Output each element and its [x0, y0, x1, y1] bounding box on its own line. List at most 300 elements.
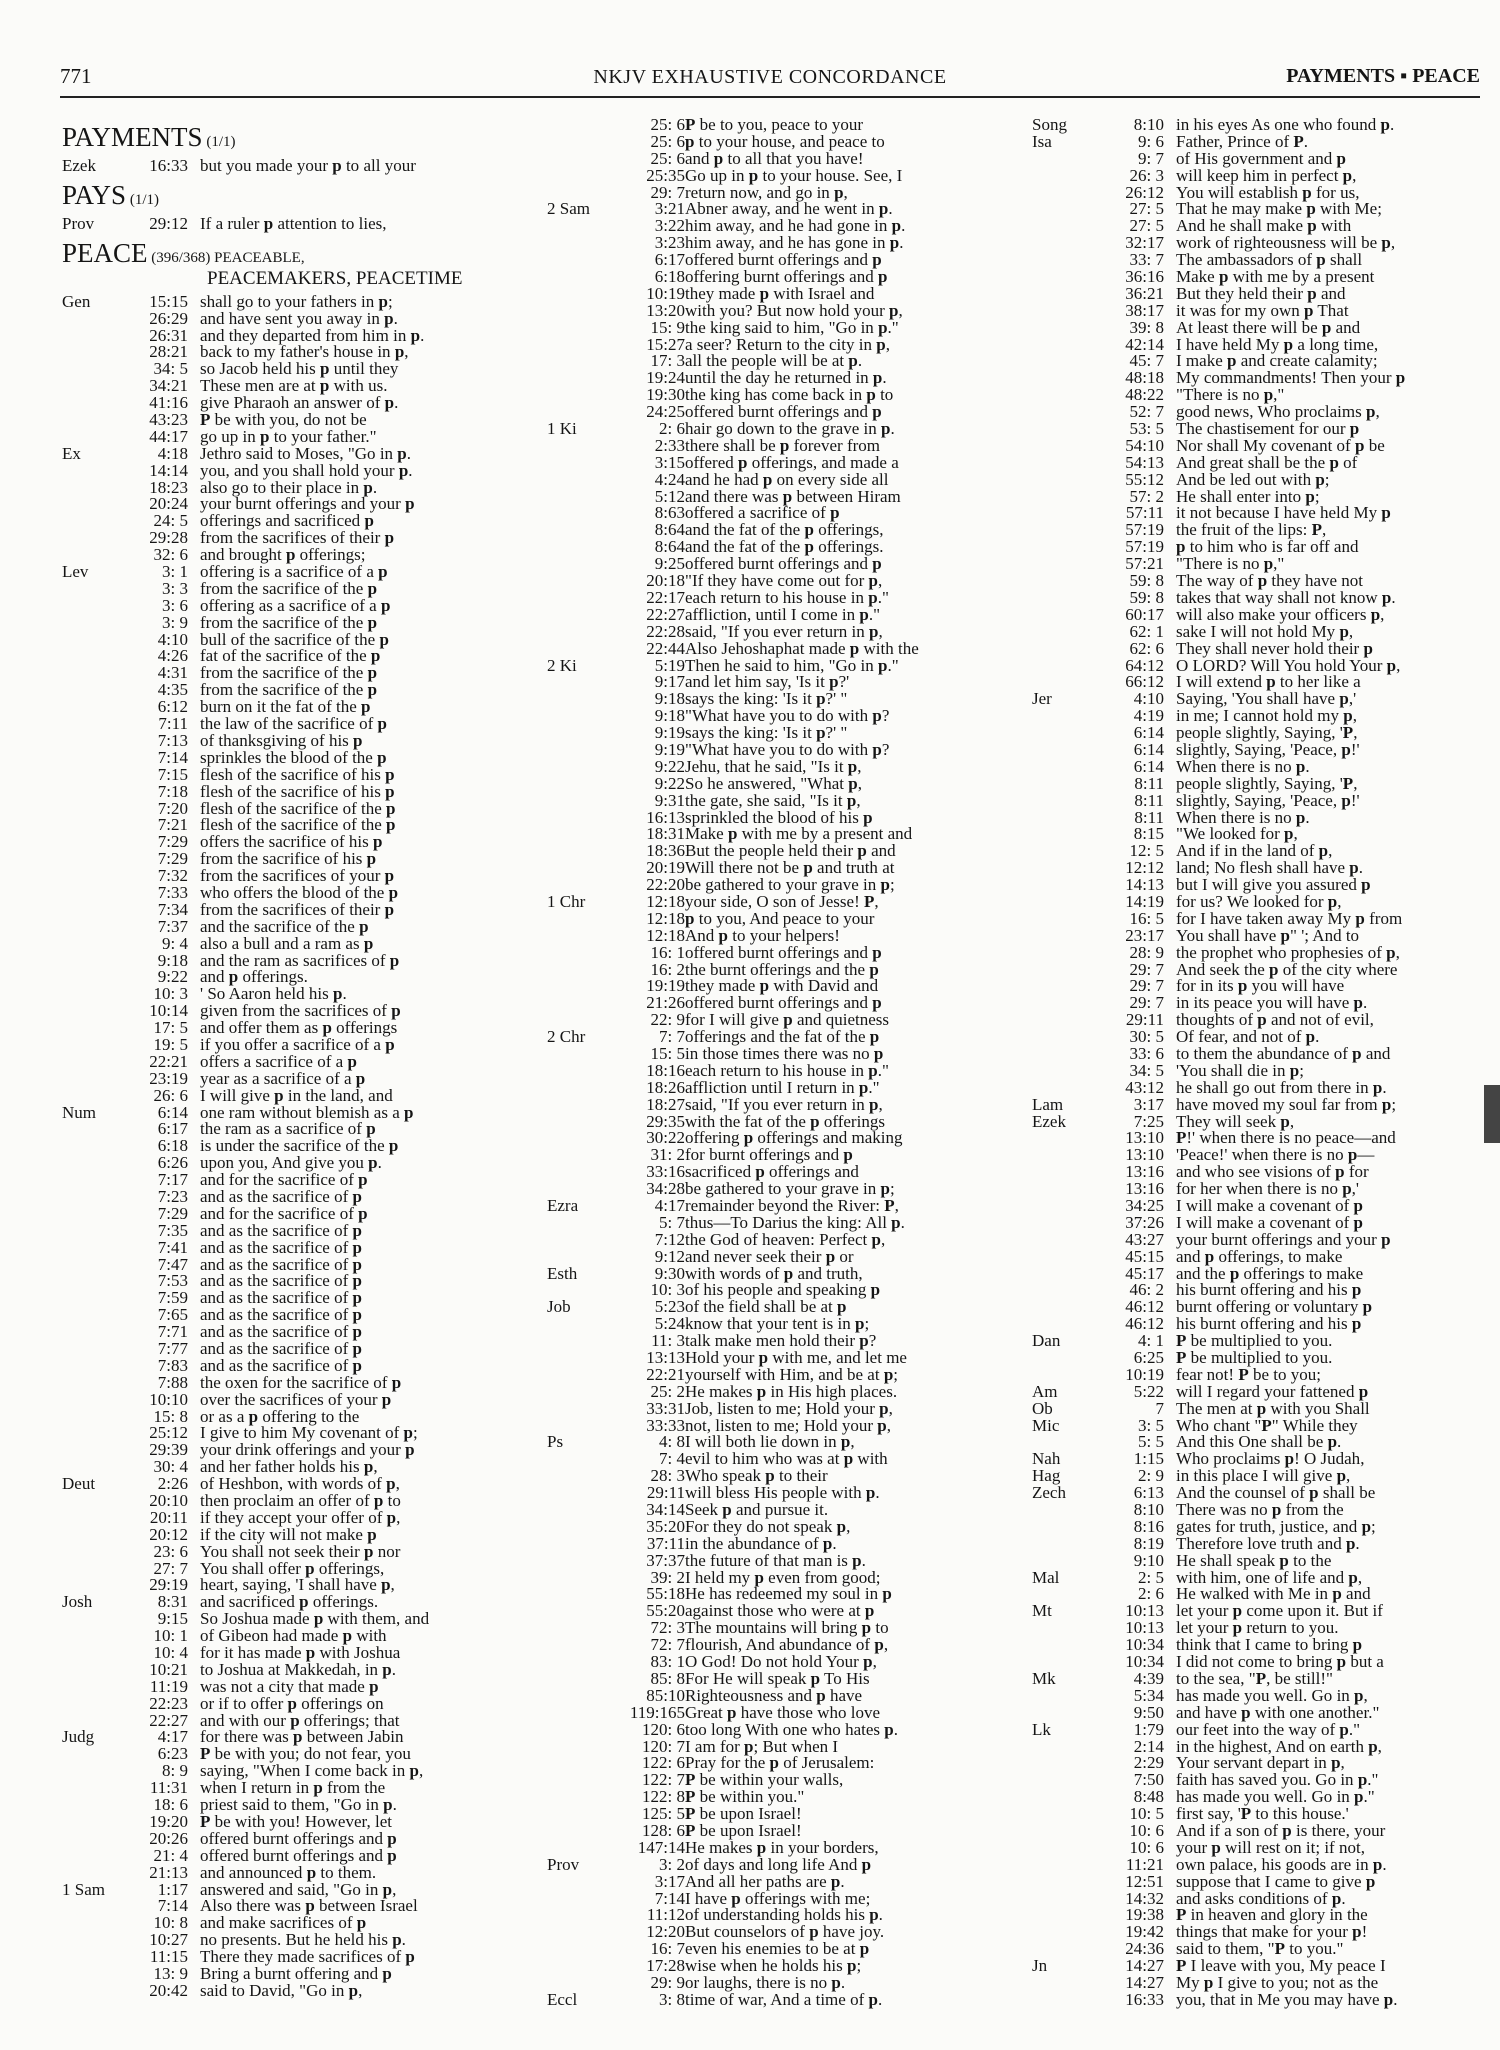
context-text: for in its p you will have [1176, 976, 1345, 996]
concordance-entry [62, 766, 512, 783]
verse-reference: 39: 2 [650, 1567, 685, 1587]
context-text: then proclaim an offer of p to [200, 1491, 401, 1511]
concordance-entry [535, 1315, 980, 1332]
verse-reference: 48:22 [1125, 385, 1164, 405]
context-text: I will make a covenant of p [1176, 1196, 1363, 1215]
verse-reference: 9:22 [654, 773, 685, 793]
concordance-entry [62, 1492, 512, 1509]
verse-reference: 10:10 [149, 1389, 188, 1409]
context-text: your burnt offerings and your p [200, 494, 415, 514]
verse-reference: 36:16 [1125, 267, 1164, 287]
verse-reference: 16: 7 [650, 1939, 685, 1959]
concordance-entry [1032, 538, 1472, 555]
verse-reference: 46: 2 [1129, 1280, 1164, 1300]
verse-reference: 3: 5 [1138, 1415, 1164, 1435]
concordance-entry [1032, 1501, 1472, 1518]
verse-reference: 22:21 [149, 1051, 188, 1071]
concordance-entry [535, 1585, 980, 1602]
verse-reference: 23:19 [149, 1068, 188, 1088]
context-text: The men at p with you Shall [1176, 1398, 1370, 1418]
context-text: "There is no p," [1176, 385, 1285, 405]
verse-reference: 18: 6 [153, 1795, 188, 1815]
concordance-entry [535, 893, 980, 910]
concordance-entry [535, 1265, 980, 1282]
context-text: Will there not be p and truth at [685, 858, 895, 878]
context-text: remainder beyond the River: P, [685, 1196, 899, 1215]
context-text: fear not! P be to you; [1176, 1364, 1321, 1384]
concordance-entry [62, 1897, 512, 1914]
verse-reference: 34: 5 [1129, 1060, 1164, 1080]
verse-reference: 14:27 [1125, 1972, 1164, 1992]
concordance-entry [62, 1374, 512, 1391]
concordance-entry [62, 546, 512, 563]
concordance-entry [535, 606, 980, 623]
verse-reference: 10:21 [149, 1659, 188, 1679]
verse-reference: 12:18 [646, 925, 685, 945]
verse-reference: 9:12 [654, 1246, 685, 1266]
verse-reference: 33: 7 [1129, 250, 1164, 270]
verse-reference: 25: 2 [650, 1381, 685, 1401]
concordance-entry [535, 319, 980, 336]
concordance-entry [62, 884, 512, 901]
verse-reference: 25:12 [149, 1423, 188, 1443]
verse-reference: 34:21 [149, 376, 188, 396]
context-text: That he may make p with Me; [1176, 199, 1382, 219]
context-text: the burnt offerings and the p [685, 959, 879, 979]
verse-reference: 14:14 [149, 460, 188, 480]
verse-reference: 7:17 [157, 1170, 188, 1190]
concordance-entry [1032, 1366, 1472, 1383]
column-1 [62, 116, 512, 1999]
context-text: Who speak p to their [685, 1466, 828, 1486]
verse-reference: 55:12 [1125, 469, 1164, 489]
verse-reference: 43:23 [149, 410, 188, 430]
context-text: Abner away, and he went in p. [685, 199, 893, 219]
concordance-entry [1032, 504, 1472, 521]
context-text: his burnt offering and his p [1176, 1280, 1362, 1300]
context-text: from the sacrifices of their p [200, 528, 395, 548]
concordance-entry [62, 1222, 512, 1239]
context-text: But counselors of p have joy. [685, 1922, 885, 1942]
concordance-entry [535, 1670, 980, 1687]
context-text: upon you, And give you p. [200, 1153, 382, 1173]
context-text: The way of p they have not [1176, 571, 1364, 591]
verse-reference: 7:14 [157, 1896, 188, 1916]
verse-reference: 3: 9 [162, 612, 188, 632]
context-text: the king has come back in p to [685, 385, 894, 405]
context-text: land; No flesh shall have p. [1176, 858, 1364, 878]
verse-reference: 4:10 [157, 629, 188, 649]
verse-reference: 33:31 [646, 1398, 685, 1418]
concordance-entry [62, 1560, 512, 1577]
verse-reference: 7:29 [157, 832, 188, 852]
verse-reference: 10:13 [1125, 1601, 1164, 1621]
context-text: offering as a sacrifice of a p [200, 595, 391, 615]
verse-reference: 8:11 [1134, 807, 1164, 827]
context-text: Bring a burnt offering and p [200, 1963, 392, 1983]
verse-reference: 6:18 [654, 267, 685, 287]
context-text: He makes p in your borders, [685, 1837, 879, 1857]
context-text: P in heaven and glory in the [1176, 1905, 1368, 1925]
book-title: NKJV EXHAUSTIVE CONCORDANCE [593, 66, 947, 88]
verse-reference: 5:34 [1133, 1685, 1164, 1705]
context-text: answered and said, "Go in p, [200, 1879, 397, 1899]
context-text: offering p offerings and making [685, 1128, 903, 1148]
context-text: back to my father's house in p, [200, 342, 409, 362]
concordance-entry [62, 1357, 512, 1374]
concordance-entry [1032, 876, 1472, 893]
verse-reference: 8:10 [1133, 115, 1164, 134]
concordance-entry [62, 1864, 512, 1881]
context-text: Nor shall My covenant of p be [1176, 435, 1385, 455]
context-text: all the people will be at p. [685, 351, 863, 371]
concordance-entry [1032, 285, 1472, 302]
concordance-entry [62, 1289, 512, 1306]
context-text: of understanding holds his p. [685, 1905, 883, 1925]
context-text: So Joshua made p with them, and [200, 1609, 430, 1629]
context-text: priest said to them, "Go in p. [200, 1795, 397, 1815]
concordance-entry [1032, 319, 1472, 336]
context-text: your side, O son of Jesse! P, [685, 891, 879, 911]
context-text: And great shall be the p of [1176, 452, 1358, 472]
verse-reference: 38:17 [1125, 300, 1164, 320]
concordance-entry [535, 116, 980, 133]
verse-reference: 18:16 [646, 1060, 685, 1080]
verse-reference: 66:12 [1125, 672, 1164, 692]
book-name: Esth [547, 1263, 578, 1283]
concordance-entry [62, 1728, 512, 1745]
verse-reference: 64:12 [1125, 655, 1164, 675]
context-text: And if a son of p is there, your [1176, 1820, 1386, 1840]
verse-reference: 27: 7 [153, 1558, 188, 1578]
context-text: offered burnt offerings and p [685, 942, 882, 962]
concordance-entry [535, 1400, 980, 1417]
concordance-entry [62, 968, 512, 985]
context-text: and for the sacrifice of p [200, 1170, 368, 1190]
concordance-entry [535, 1248, 980, 1265]
verse-reference: 42:14 [1125, 334, 1164, 354]
concordance-entry [62, 1154, 512, 1171]
concordance-entry [1032, 1045, 1472, 1062]
verse-reference: 21: 4 [153, 1845, 188, 1865]
context-text: says the king: 'Is it p?' " [685, 689, 848, 709]
context-text: the law of the sacrifice of p [200, 714, 387, 734]
verse-reference: 10:14 [149, 1001, 188, 1021]
concordance-entry [1032, 1856, 1472, 1873]
context-text: they made p with David and [685, 976, 879, 996]
concordance-entry [535, 1146, 980, 1163]
concordance-entry [1032, 1197, 1472, 1214]
concordance-entry [1032, 893, 1472, 910]
verse-reference: 22: 9 [650, 1010, 685, 1030]
concordance-entry [62, 985, 512, 1002]
concordance-entry [62, 1830, 512, 1847]
context-text: P be within your walls, [685, 1770, 844, 1790]
context-text: said to David, "Go in p, [200, 1980, 363, 2000]
context-text: You shall have p" '; And to [1176, 925, 1360, 945]
column-3 [1032, 116, 1472, 2008]
context-text: in its peace you will have p. [1176, 993, 1368, 1013]
verse-reference: 11:21 [1125, 1854, 1164, 1874]
context-text: bull of the sacrifice of the p [200, 629, 389, 649]
concordance-entry [535, 1923, 980, 1940]
context-text: evil to him who was at p with [685, 1449, 888, 1469]
verse-reference: 2:29 [1133, 1753, 1164, 1773]
verse-reference: 5:12 [654, 486, 685, 506]
concordance-entry [1032, 200, 1472, 217]
verse-reference: 28:21 [149, 342, 188, 362]
verse-reference: 29: 7 [1129, 959, 1164, 979]
verse-reference: 59: 8 [1129, 571, 1164, 591]
verse-reference: 43:12 [1125, 1077, 1164, 1097]
verse-reference: 28: 9 [1129, 942, 1164, 962]
concordance-entry [535, 1873, 980, 1890]
verse-reference: 7: 4 [659, 1449, 685, 1469]
concordance-entry [1032, 1281, 1472, 1298]
context-text: and the ram as sacrifices of p [200, 950, 400, 970]
verse-reference: 10: 3 [650, 1280, 685, 1300]
context-text: not, listen to me; Hold your p, [685, 1415, 891, 1435]
context-text: and p offerings, to make [1176, 1246, 1343, 1266]
concordance-entry [535, 1788, 980, 1805]
verse-reference: 39: 8 [1129, 317, 1164, 337]
concordance-entry [1032, 1754, 1472, 1771]
concordance-entry [1032, 403, 1472, 420]
book-name: Ezra [547, 1196, 579, 1215]
concordance-entry [1032, 657, 1472, 674]
concordance-entry [62, 1847, 512, 1864]
verse-reference: 125: 5 [642, 1804, 685, 1824]
verse-reference: 7:77 [157, 1339, 188, 1358]
verse-reference: 19:30 [646, 385, 685, 405]
concordance-entry [1032, 302, 1472, 319]
concordance-entry [62, 1087, 512, 1104]
concordance-entry [535, 1366, 980, 1383]
concordance-entry [1032, 1450, 1472, 1467]
context-text: and with our p offerings; that [200, 1710, 400, 1730]
context-text: suppose that I came to give p [1176, 1871, 1376, 1891]
concordance-entry [1032, 1602, 1472, 1619]
concordance-entry [535, 1045, 980, 1062]
context-text: let your p come upon it. But if [1176, 1601, 1383, 1621]
context-text: says the king: 'Is it p?' " [685, 723, 848, 743]
context-text: and the p offerings to make [1176, 1263, 1364, 1283]
concordance-entry [62, 1002, 512, 1019]
concordance-entry [62, 1171, 512, 1188]
verse-reference: 21:13 [149, 1862, 188, 1882]
context-text: p to you, And peace to your [685, 908, 875, 928]
concordance-entry [1032, 1771, 1472, 1788]
concordance-entry [1032, 268, 1472, 285]
book-name: 2 Sam [547, 199, 590, 219]
book-name: Am [1032, 1381, 1058, 1401]
verse-reference: 1:79 [1133, 1719, 1164, 1739]
concordance-entry [1032, 234, 1472, 251]
verse-reference: 21:26 [646, 993, 685, 1013]
verse-reference: 7:35 [157, 1220, 188, 1240]
verse-reference: 2:33 [654, 435, 685, 455]
concordance-entry [62, 833, 512, 850]
context-text: Make p with me by a present and [685, 824, 913, 844]
context-text: offered burnt offerings and p [685, 402, 882, 422]
verse-reference: 34:14 [646, 1500, 685, 1520]
verse-reference: 29: 7 [1129, 993, 1164, 1013]
verse-reference: 10: 6 [1129, 1820, 1164, 1840]
verse-reference: 13:16 [1125, 1162, 1164, 1182]
context-text: so Jacob held his p until they [200, 359, 399, 379]
verse-reference: 31: 2 [650, 1145, 685, 1165]
verse-reference: 9: 7 [1138, 148, 1164, 168]
verse-reference: 29: 7 [650, 182, 685, 202]
context-text: offered burnt offerings and p [685, 554, 882, 574]
verse-reference: 22:28 [646, 621, 685, 641]
context-text: and her father holds his p, [200, 1457, 378, 1477]
context-text: from the sacrifice of his p [200, 849, 377, 869]
concordance-entry [1032, 1822, 1472, 1839]
verse-reference: 22:44 [646, 638, 685, 658]
verse-reference: 120: 6 [642, 1719, 685, 1739]
context-text: He makes p in His high places. [685, 1381, 898, 1401]
verse-reference: 3: 2 [659, 1854, 685, 1874]
context-text: and let him say, 'Is it p?' [685, 672, 850, 692]
book-name: Ex [62, 443, 81, 463]
verse-reference: 4:18 [157, 443, 188, 463]
verse-reference: 9:22 [654, 756, 685, 776]
concordance-entry [535, 724, 980, 741]
concordance-entry [535, 268, 980, 285]
verse-reference: 25:35 [646, 165, 685, 185]
context-text: they made p with Israel and [685, 283, 875, 303]
verse-reference: 45: 7 [1129, 351, 1164, 371]
concordance-entry [535, 977, 980, 994]
concordance-entry [1032, 1011, 1472, 1028]
context-text: "If they have come out for p, [685, 571, 883, 591]
context-text: saying, "When I come back in p, [200, 1761, 424, 1781]
concordance-entry [1032, 1738, 1472, 1755]
concordance-entry [1032, 1096, 1472, 1113]
context-text: him away, and he had gone in p. [685, 216, 906, 236]
concordance-entry [1032, 1636, 1472, 1653]
context-text: I am for p; But when I [685, 1736, 839, 1756]
concordance-entry [535, 1636, 980, 1653]
concordance-entry [62, 1323, 512, 1340]
concordance-entry [62, 952, 512, 969]
verse-reference: 13:13 [646, 1348, 685, 1368]
context-text: to Joshua at Makkedah, in p. [200, 1659, 397, 1679]
context-text: offers a sacrifice of a p [200, 1051, 357, 1071]
context-text: burn on it the fat of the p [200, 697, 371, 717]
context-text: You shall offer p offerings, [200, 1558, 385, 1578]
context-text: first say, 'P to this house.' [1176, 1804, 1349, 1824]
concordance-entry [62, 1526, 512, 1543]
concordance-entry [535, 1349, 980, 1366]
verse-reference: 7:71 [157, 1322, 188, 1342]
verse-reference: 33:33 [646, 1415, 685, 1435]
concordance-entry [62, 428, 512, 445]
verse-reference: 9:25 [654, 554, 685, 574]
context-text: p to your house, and peace to [685, 131, 885, 151]
context-text: offered burnt offerings and p [200, 1828, 397, 1848]
context-text: P be with you! However, let [200, 1811, 392, 1831]
concordance-entry [1032, 1906, 1472, 1923]
concordance-entry [535, 1281, 980, 1298]
verse-reference: 7:47 [157, 1254, 188, 1274]
verse-reference: 147:14 [637, 1837, 685, 1857]
concordance-entry [62, 698, 512, 715]
verse-reference: 6:26 [157, 1153, 188, 1173]
concordance-entry [1032, 961, 1472, 978]
verse-reference: 122: 7 [642, 1770, 685, 1790]
verse-reference: 7:37 [157, 916, 188, 936]
verse-reference: 3:21 [654, 199, 685, 219]
verse-reference: 19:42 [1125, 1922, 1164, 1942]
concordance-entry [535, 1518, 980, 1535]
concordance-entry [62, 1745, 512, 1762]
concordance-entry [535, 234, 980, 251]
context-text: a seer? Return to the city in p, [685, 334, 890, 354]
concordance-entry [535, 1163, 980, 1180]
verse-reference: 2: 9 [1138, 1466, 1164, 1486]
context-text: thus—To Darius the king: All p. [685, 1212, 905, 1232]
concordance-entry [535, 1991, 980, 2008]
concordance-entry [1032, 1400, 1472, 1417]
context-text: 'Peace!' when there is no p— [1176, 1145, 1375, 1165]
context-text: or if to offer p offerings on [200, 1693, 384, 1713]
context-text: and he had p on every side all [685, 469, 889, 489]
concordance-entry [62, 1120, 512, 1137]
concordance-entry [62, 715, 512, 732]
concordance-entry [1032, 437, 1472, 454]
concordance-entry [62, 664, 512, 681]
verse-reference: 62: 6 [1129, 638, 1164, 658]
verse-reference: 6:23 [157, 1744, 188, 1764]
context-text: with the fat of the p offerings [685, 1111, 885, 1131]
context-text: and sacrificed p offerings. [200, 1592, 379, 1612]
verse-reference: 18:36 [646, 841, 685, 861]
verse-reference: 14:13 [1125, 875, 1164, 895]
context-text: Who proclaims p! O Judah, [1176, 1449, 1365, 1469]
concordance-entry [1032, 1619, 1472, 1636]
context-text: and never seek their p or [685, 1246, 854, 1266]
verse-reference: 32:17 [1125, 233, 1164, 253]
verse-reference: 26:12 [1125, 182, 1164, 202]
verse-reference: 8: 9 [162, 1761, 188, 1781]
concordance-entry [62, 580, 512, 597]
verse-reference: 8:11 [1134, 790, 1164, 810]
context-text: for burnt offerings and p [685, 1145, 853, 1165]
concordance-entry [535, 1113, 980, 1130]
concordance-entry [1032, 167, 1472, 184]
verse-reference: 7:15 [157, 764, 188, 784]
verse-reference: 9:18 [157, 950, 188, 970]
context-text: was not a city that made p [200, 1676, 379, 1696]
concordance-entry [535, 1721, 980, 1738]
concordance-entry [535, 859, 980, 876]
book-name: 2 Chr [547, 1027, 586, 1047]
context-text: for her when there is no p,' [1176, 1179, 1359, 1199]
verse-reference: 4:31 [157, 663, 188, 683]
concordance-entry [62, 631, 512, 648]
concordance-entry [535, 927, 980, 944]
concordance-entry [1032, 707, 1472, 724]
verse-reference: 7:20 [157, 798, 188, 818]
context-text: sacrificed p offerings and [685, 1162, 859, 1182]
verse-reference: 13:20 [646, 300, 685, 320]
concordance-entry [535, 1062, 980, 1079]
verse-reference: 29: 9 [650, 1972, 685, 1992]
context-text: said to them, "P to you." [1176, 1939, 1344, 1959]
book-name: Jn [1032, 1956, 1048, 1976]
